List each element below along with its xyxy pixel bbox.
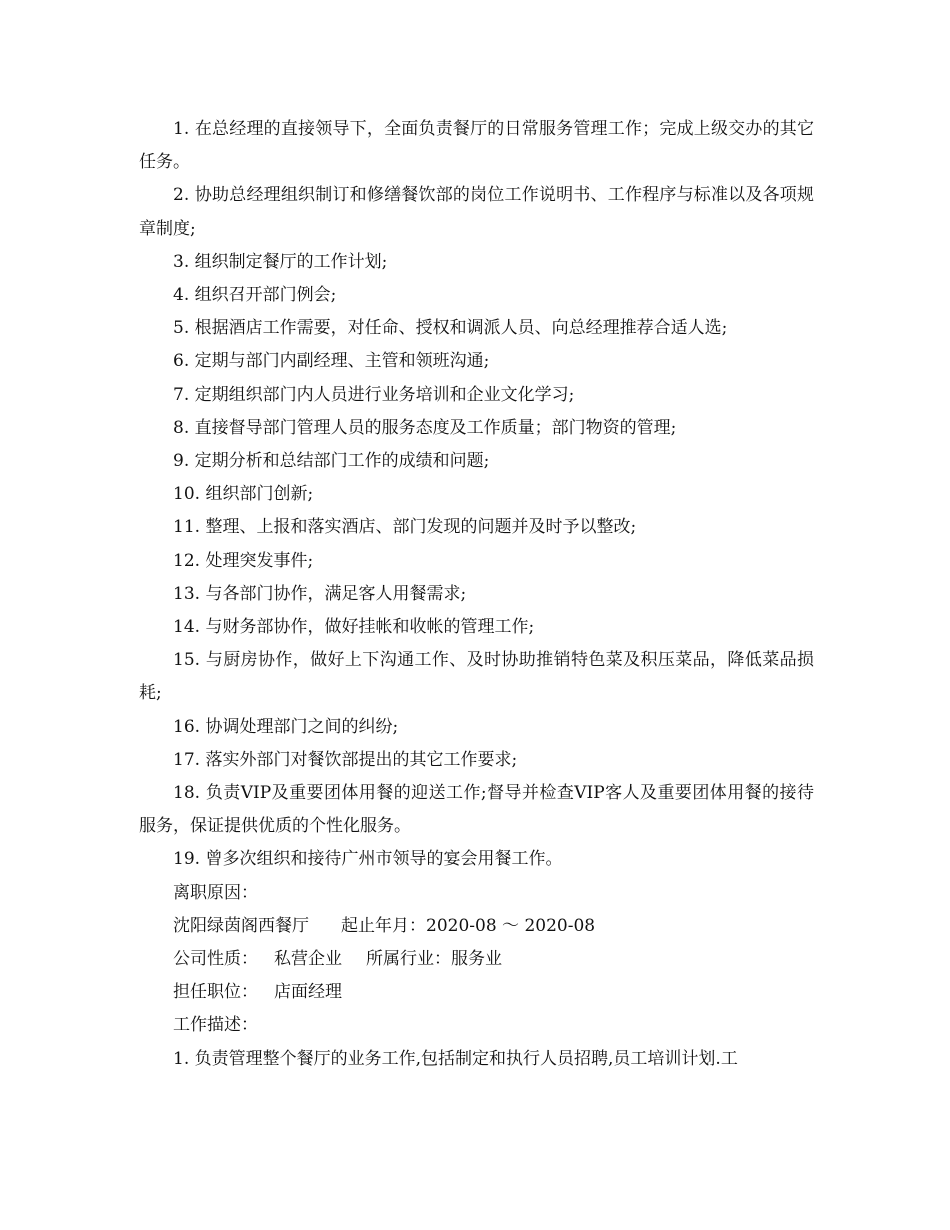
job-position-row bbox=[139, 976, 814, 1009]
nature-value: 私营企业 bbox=[274, 949, 342, 970]
duty-item: 2. 协助总经理组织制订和修缮餐饮部的岗位工作说明书、工作程序与标准以及各项规章制度; bbox=[139, 185, 814, 239]
duty-item: 6. 定期与部门内副经理、主管和领班沟通; bbox=[173, 351, 490, 372]
duty-item: 15. 与厨房协作，做好上下沟通工作、及时协助推销特色菜及积压菜品，降低菜品损耗; bbox=[139, 650, 814, 704]
duty-item: 18. 负责VIP及重要团体用餐的迎送工作;督导并检查VIP客人及重要团体用餐的接待服务，保证提供优质的个性化服务。 bbox=[139, 783, 814, 837]
duty-item: 16. 协调处理部门之间的纠纷; bbox=[173, 716, 399, 737]
duty-item: 4. 组织召开部门例会; bbox=[173, 285, 337, 306]
leave-reason-label: 离职原因： bbox=[173, 882, 258, 903]
job-nature-row bbox=[139, 943, 814, 976]
duty-item: 8. 直接督导部门管理人员的服务态度及工作质量；部门物资的管理; bbox=[173, 417, 677, 438]
nature-label: 公司性质： bbox=[173, 949, 258, 970]
description-label: 工作描述： bbox=[173, 1015, 258, 1036]
document-body bbox=[139, 113, 814, 1076]
description-item: 1. 负责管理整个餐厅的业务工作,包括制定和执行人员招聘,员工培训计划.工 bbox=[173, 1048, 738, 1069]
duty-item: 19. 曾多次组织和接待广州市领导的宴会用餐工作。 bbox=[173, 849, 563, 870]
duty-item: 5. 根据酒店工作需要，对任命、授权和调派人员、向总经理推荐合适人选; bbox=[173, 318, 728, 339]
duty-item: 12. 处理突发事件; bbox=[173, 550, 314, 571]
duty-item: 13. 与各部门协作，满足客人用餐需求; bbox=[173, 583, 467, 604]
duty-item: 14. 与财务部协作，做好挂帐和收帐的管理工作; bbox=[173, 617, 535, 638]
industry-label: 所属行业： bbox=[366, 949, 451, 970]
industry-value: 服务业 bbox=[451, 949, 502, 970]
duty-item: 1. 在总经理的直接领导下，全面负责餐厅的日常服务管理工作；完成上级交办的其它任务。 bbox=[139, 119, 814, 173]
duty-item: 10. 组织部门创新; bbox=[173, 484, 314, 505]
position-value: 店面经理 bbox=[274, 982, 342, 1003]
duty-item: 3. 组织制定餐厅的工作计划; bbox=[173, 251, 388, 272]
duty-item: 11. 整理、上报和落实酒店、部门发现的问题并及时予以整改; bbox=[173, 517, 637, 538]
period-value: 2020-08 ～ 2020-08 bbox=[426, 915, 596, 936]
duty-item: 7. 定期组织部门内人员进行业务培训和企业文化学习; bbox=[173, 384, 575, 405]
duty-item: 9. 定期分析和总结部门工作的成绩和问题; bbox=[173, 451, 490, 472]
duty-item: 17. 落实外部门对餐饮部提出的其它工作要求; bbox=[173, 749, 518, 770]
period-label: 起止年月： bbox=[341, 915, 426, 936]
company-name: 沈阳绿茵阁西餐厅 bbox=[173, 915, 309, 936]
position-label: 担任职位： bbox=[173, 982, 258, 1003]
job-company-row bbox=[139, 910, 814, 943]
